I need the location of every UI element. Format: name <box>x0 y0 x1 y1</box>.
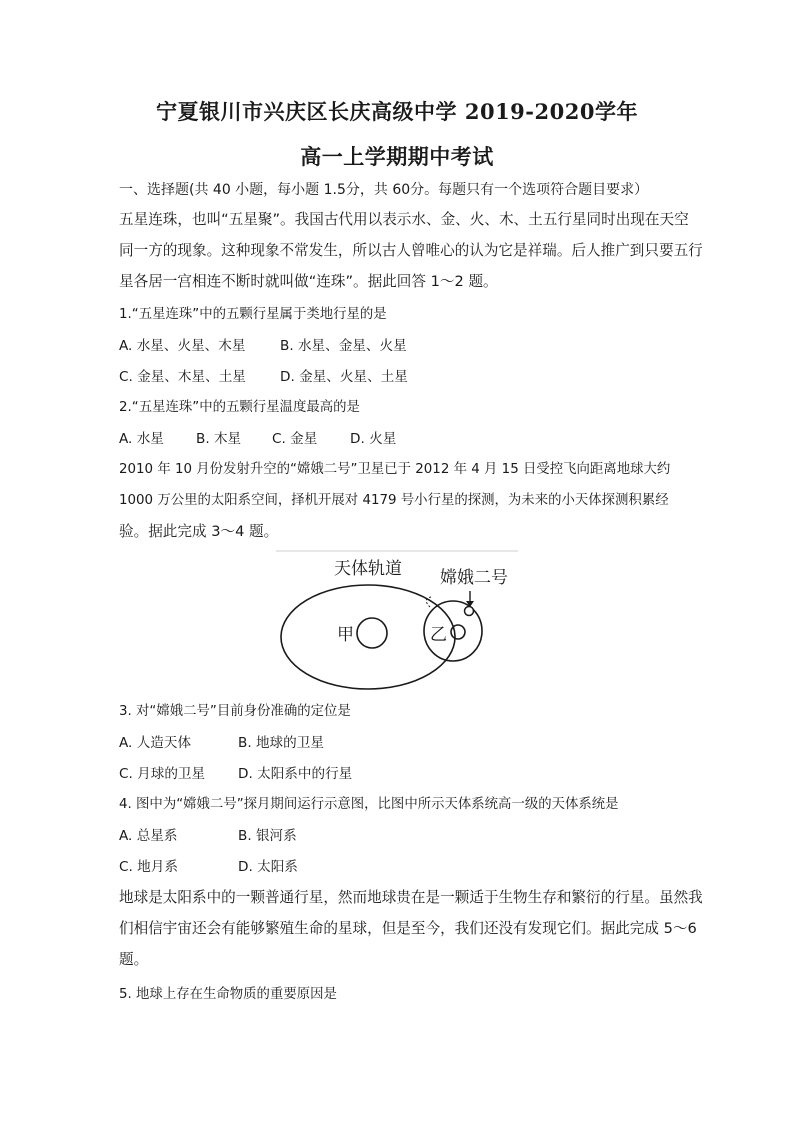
celestial-orbit <box>281 585 455 689</box>
passage1-line: 星各居一宫相连不断时就叫做“连珠”。据此回答 1～2 题。 <box>119 273 498 290</box>
body-yi-circle <box>451 625 465 639</box>
section-header: 一、选择题(共 40 小题，每小题 1.5分，共 60分。每题只有一个选项符合题目要求） <box>119 182 649 198</box>
question-1-option-b: B. 水星、金星、火星 <box>280 338 407 354</box>
question-3-stem: 3. 对“嫦娥二号”目前身份准确的定位是 <box>119 704 351 719</box>
question-1-option-d: D. 金星、火星、土星 <box>280 369 408 385</box>
question-2-option-d: D. 火星 <box>350 431 397 447</box>
passage2-line: 2010 年 10 月份发射升空的“嫦娥二号”卫星已于 2012 年 4 月 15 日受控飞向距离地球大约 <box>119 462 671 477</box>
question-4-option-d: D. 太阳系 <box>238 859 298 875</box>
exam-title: 宁夏银川市兴庆区长庆高级中学 2019-2020学年 <box>156 99 638 124</box>
passage3-line: 地球是太阳系中的一颗普通行星，然而地球贵在是一颗适于生物生存和繁衍的行星。虽然我 <box>119 889 703 906</box>
question-5-stem: 5. 地球上存在生命物质的重要原因是 <box>119 987 337 1002</box>
question-1-stem: 1.“五星连珠”中的五颗行星属于类地行星的是 <box>119 307 387 322</box>
question-2-option-b: B. 木星 <box>196 431 242 447</box>
question-1-option-a: A. 水星、火星、木星 <box>119 338 246 354</box>
question-2-option-c: C. 金星 <box>272 431 318 447</box>
body-jia-circle <box>357 618 387 648</box>
question-2-option-a: A. 水星 <box>119 431 164 447</box>
passage1-line: 五星连珠，也叫“五星聚”。我国古代用以表示水、金、火、木、土五行星同时出现在天空 <box>119 211 689 228</box>
orbit-diagram <box>276 549 518 695</box>
passage2-line: 1000 万公里的太阳系空间，择机开展对 4179 号小行星的探测，为未来的小天体探测积累经 <box>119 493 669 508</box>
question-3-option-d: D. 太阳系中的行星 <box>238 766 353 782</box>
probe-label: 嫦娥二号 <box>440 568 508 588</box>
question-4-option-b: B. 银河系 <box>238 828 297 844</box>
body-yi-label: 乙 <box>430 625 447 645</box>
passage3-line: 题。 <box>119 951 149 968</box>
question-4-stem: 4. 图中为“嫦娥二号”探月期间运行示意图，比图中所示天体系统高一级的天体系统是 <box>119 797 619 812</box>
question-1-option-c: C. 金星、木星、土星 <box>119 369 246 385</box>
question-4-option-a: A. 总星系 <box>119 828 178 844</box>
body-jia-label: 甲 <box>337 625 354 645</box>
orbit-label: 天体轨道 <box>334 559 402 579</box>
transfer-path <box>426 597 431 607</box>
question-3-option-b: B. 地球的卫星 <box>238 735 324 751</box>
probe-marker <box>465 607 474 616</box>
question-3-option-c: C. 月球的卫星 <box>119 766 206 782</box>
passage1-line: 同一方的现象。这种现象不常发生，所以古人曾唯心的认为它是祥瑞。后人推广到只要五行 <box>119 242 703 259</box>
passage2-line: 验。据此完成 3～4 题。 <box>119 523 279 540</box>
exam-subtitle: 高一上学期期中考试 <box>300 144 494 169</box>
question-3-option-a: A. 人造天体 <box>119 735 192 751</box>
question-2-stem: 2.“五星连珠”中的五颗行星温度最高的是 <box>119 400 360 415</box>
question-4-option-c: C. 地月系 <box>119 859 178 875</box>
passage3-line: 们相信宇宙还会有能够繁殖生命的星球，但是至今，我们还没有发现它们。据此完成 5～6 <box>119 920 697 937</box>
